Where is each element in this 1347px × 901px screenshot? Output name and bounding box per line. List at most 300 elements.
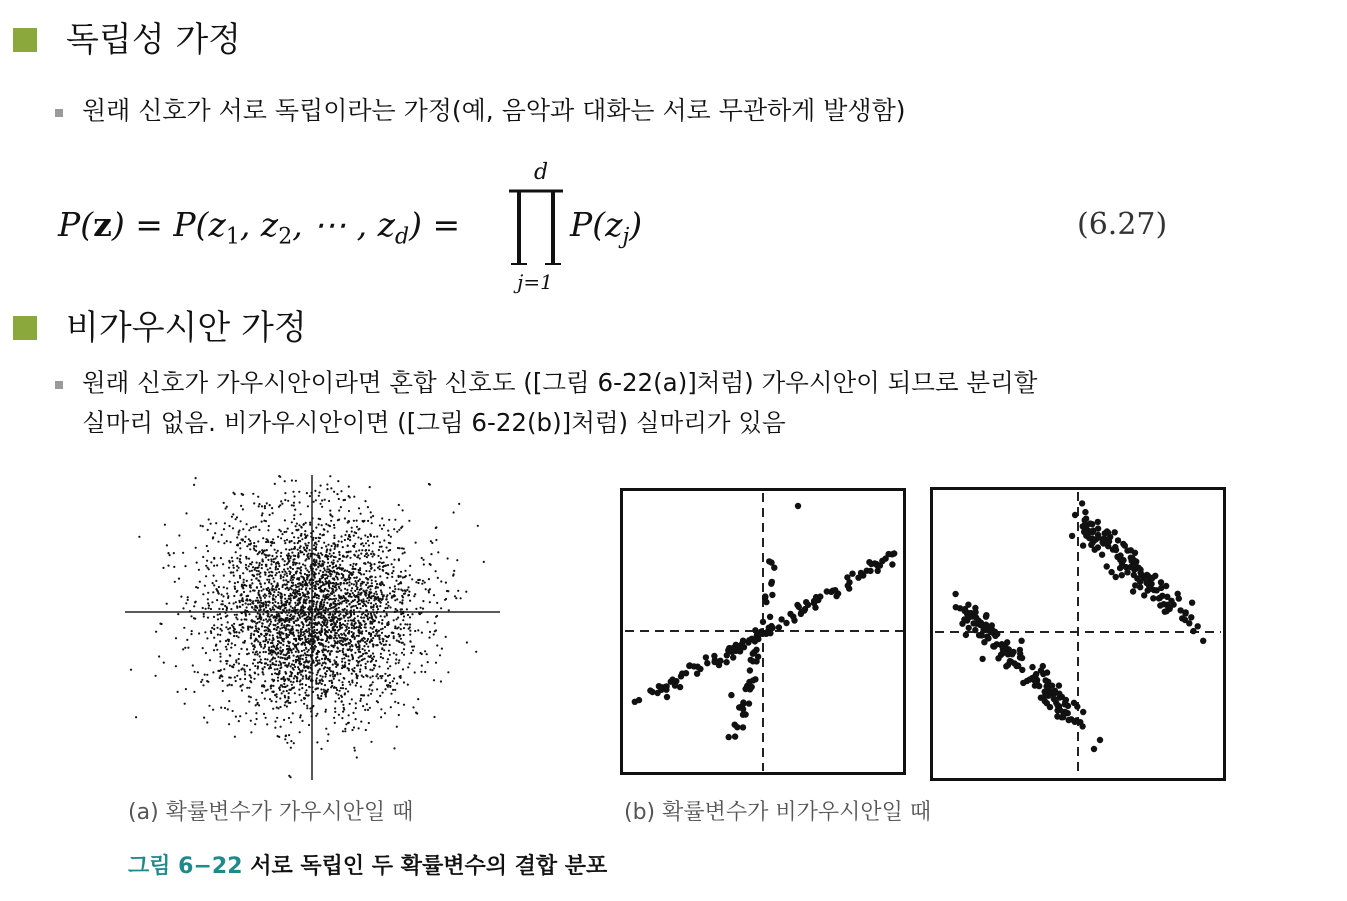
scatter-point	[350, 624, 352, 626]
scatter-point	[415, 608, 417, 610]
scatter-point	[300, 513, 302, 515]
scatter-point	[341, 644, 343, 646]
scatter-point	[391, 632, 393, 634]
scatter-point	[411, 646, 413, 648]
scatter-point	[315, 609, 317, 611]
scatter-point	[313, 501, 315, 503]
scatter-point	[367, 709, 369, 711]
equation-number: (6.27)	[1077, 207, 1168, 242]
scatter-point	[288, 692, 290, 694]
scatter-point	[333, 717, 335, 719]
scatter-point	[271, 640, 273, 642]
scatter-point	[374, 569, 376, 571]
scatter-point	[336, 545, 338, 547]
scatter-point	[200, 525, 202, 527]
scatter-point	[242, 508, 244, 510]
scatter-point	[396, 598, 398, 600]
scatter-point	[965, 602, 971, 608]
scatter-point	[252, 493, 254, 495]
scatter-point	[244, 671, 246, 673]
scatter-point	[305, 614, 307, 616]
scatter-point	[336, 672, 338, 674]
scatter-point	[396, 618, 398, 620]
scatter-point	[359, 651, 361, 653]
scatter-point	[726, 734, 732, 740]
scatter-point	[321, 575, 323, 577]
scatter-point	[342, 711, 344, 713]
scatter-point	[381, 619, 383, 621]
scatter-point	[352, 670, 354, 672]
scatter-point	[235, 659, 237, 661]
scatter-point	[264, 582, 266, 584]
scatter-point	[386, 546, 388, 548]
scatter-point	[275, 664, 277, 666]
scatter-point	[280, 575, 282, 577]
scatter-point	[252, 526, 254, 528]
scatter-point	[380, 656, 382, 658]
scatter-point	[276, 693, 278, 695]
scatter-point	[315, 688, 317, 690]
scatter-point	[369, 570, 371, 572]
scatter-point	[302, 658, 304, 660]
scatter-point	[301, 683, 303, 685]
scatter-point	[331, 598, 333, 600]
scatter-point	[283, 579, 285, 581]
scatter-point	[408, 594, 410, 596]
scatter-point	[267, 604, 269, 606]
scatter-point	[388, 605, 390, 607]
scatter-point	[280, 555, 282, 557]
scatter-point	[341, 717, 343, 719]
scatter-point	[362, 705, 364, 707]
scatter-point	[1091, 746, 1097, 752]
scatter-point	[337, 599, 339, 601]
scatter-point	[380, 615, 382, 617]
scatter-point	[277, 648, 279, 650]
scatter-point	[304, 606, 306, 608]
scatter-point	[303, 577, 305, 579]
scatter-point	[350, 609, 352, 611]
section-bullet-icon	[13, 316, 37, 340]
scatter-point	[277, 591, 279, 593]
scatter-point	[445, 636, 447, 638]
scatter-point	[413, 645, 415, 647]
scatter-point	[300, 635, 302, 637]
scatter-point	[207, 529, 209, 531]
scatter-point	[1073, 717, 1079, 723]
scatter-point	[324, 569, 326, 571]
scatter-point	[341, 577, 343, 579]
scatter-point	[311, 582, 313, 584]
scatter-point	[312, 600, 314, 602]
scatter-point	[254, 606, 256, 608]
scatter-point	[347, 551, 349, 553]
scatter-point	[271, 673, 273, 675]
scatter-point	[330, 607, 332, 609]
scatter-point	[290, 740, 292, 742]
scatter-point	[258, 590, 260, 592]
scatter-point	[348, 642, 350, 644]
scatter-point	[288, 621, 290, 623]
scatter-point	[218, 586, 220, 588]
scatter-point	[257, 612, 259, 614]
scatter-point	[365, 600, 367, 602]
scatter-point	[330, 631, 332, 633]
scatter-point	[320, 503, 322, 505]
scatter-point	[241, 689, 243, 691]
scatter-point	[1096, 534, 1102, 540]
scatter-point	[358, 631, 360, 633]
scatter-point	[376, 612, 378, 614]
scatter-point	[414, 630, 416, 632]
scatter-point	[352, 565, 354, 567]
scatter-point	[335, 584, 337, 586]
scatter-point	[1066, 717, 1072, 723]
scatter-point	[233, 664, 235, 666]
scatter-point	[284, 499, 286, 501]
scatter-point	[354, 590, 356, 592]
scatter-point	[220, 603, 222, 605]
scatter-point	[262, 537, 264, 539]
scatter-point	[326, 670, 328, 672]
scatter-point	[267, 630, 269, 632]
scatter-point	[409, 640, 411, 642]
scatter-point	[308, 686, 310, 688]
scatter-point	[314, 490, 316, 492]
scatter-point	[242, 494, 244, 496]
scatter-point	[380, 653, 382, 655]
scatter-point	[394, 519, 396, 521]
scatter-point	[342, 641, 344, 643]
scatter-point	[381, 593, 383, 595]
scatter-point	[1162, 609, 1168, 615]
scatter-point	[268, 638, 270, 640]
scatter-point	[398, 635, 400, 637]
scatter-point	[351, 644, 353, 646]
scatter-point	[325, 649, 327, 651]
scatter-point	[235, 616, 237, 618]
scatter-point	[288, 561, 290, 563]
scatter-point	[324, 711, 326, 713]
scatter-point	[1049, 683, 1055, 689]
scatter-point	[262, 640, 264, 642]
scatter-point	[210, 632, 212, 634]
scatter-point	[381, 648, 383, 650]
scatter-point	[349, 646, 351, 648]
scatter-point	[339, 558, 341, 560]
scatter-point	[371, 595, 373, 597]
scatter-point	[218, 608, 220, 610]
scatter-point	[226, 506, 228, 508]
scatter-point	[368, 544, 370, 546]
scatter-point	[255, 699, 257, 701]
scatter-point	[269, 504, 271, 506]
scatter-point	[204, 674, 206, 676]
scatter-point	[239, 575, 241, 577]
scatter-point	[288, 602, 290, 604]
scatter-point	[369, 597, 371, 599]
scatter-point	[264, 666, 266, 668]
scatter-point	[231, 684, 233, 686]
scatter-point	[262, 613, 264, 615]
scatter-point	[225, 640, 227, 642]
scatter-point	[330, 686, 332, 688]
scatter-point	[294, 675, 296, 677]
scatter-point	[290, 579, 292, 581]
scatter-point	[408, 591, 410, 593]
scatter-point	[303, 664, 305, 666]
scatter-point	[258, 621, 260, 623]
scatter-point	[325, 609, 327, 611]
scatter-point	[319, 679, 321, 681]
scatter-point	[265, 601, 267, 603]
scatter-point	[297, 650, 299, 652]
scatter-point	[324, 676, 326, 678]
scatter-point	[386, 622, 388, 624]
scatter-point	[344, 588, 346, 590]
scatter-point	[394, 585, 396, 587]
scatter-point	[334, 663, 336, 665]
scatter-point	[413, 595, 415, 597]
scatter-point	[281, 624, 283, 626]
scatter-point	[330, 573, 332, 575]
scatter-point	[334, 632, 336, 634]
scatter-point	[303, 523, 305, 525]
scatter-point	[297, 673, 299, 675]
scatter-point	[379, 541, 381, 543]
scatter-point	[387, 601, 389, 603]
scatter-point	[312, 579, 314, 581]
scatter-point	[398, 504, 400, 506]
scatter-point	[208, 518, 210, 520]
scatter-point	[236, 544, 238, 546]
scatter-point	[280, 653, 282, 655]
scatter-point	[344, 615, 346, 617]
scatter-point	[213, 649, 215, 651]
scatter-point	[302, 563, 304, 565]
scatter-point	[316, 624, 318, 626]
scatter-point	[248, 695, 250, 697]
scatter-point	[400, 628, 402, 630]
scatter-point	[298, 625, 300, 627]
scatter-point	[253, 549, 255, 551]
scatter-point	[330, 487, 332, 489]
scatter-point	[234, 736, 236, 738]
scatter-point	[346, 609, 348, 611]
scatter-point	[278, 571, 280, 573]
scatter-point	[309, 622, 311, 624]
scatter-point	[330, 520, 332, 522]
scatter-point	[398, 529, 400, 531]
scatter-point	[1189, 600, 1195, 606]
scatter-point	[238, 600, 240, 602]
scatter-point	[367, 554, 369, 556]
scatter-point	[317, 563, 319, 565]
scatter-point	[205, 608, 207, 610]
scatter-point	[297, 617, 299, 619]
scatter-point	[334, 675, 336, 677]
scatter-point	[325, 640, 327, 642]
scatter-point	[271, 679, 273, 681]
scatter-point	[333, 562, 335, 564]
scatter-point	[381, 632, 383, 634]
scatter-point	[272, 588, 274, 590]
scatter-point	[318, 495, 320, 497]
scatter-point	[393, 566, 395, 568]
scatter-point	[357, 649, 359, 651]
scatter-point	[391, 597, 393, 599]
scatter-point	[236, 618, 238, 620]
scatter-point	[330, 604, 332, 606]
scatter-point	[302, 623, 304, 625]
scatter-point	[426, 653, 428, 655]
scatter-point	[844, 574, 850, 580]
scatter-point	[280, 595, 282, 597]
scatter-point	[378, 637, 380, 639]
scatter-point	[236, 565, 238, 567]
scatter-point	[365, 549, 367, 551]
scatter-point	[259, 562, 261, 564]
scatter-point	[268, 625, 270, 627]
scatter-point	[429, 588, 431, 590]
scatter-point	[255, 616, 257, 618]
scatter-point	[291, 651, 293, 653]
scatter-point	[963, 632, 969, 638]
scatter-point	[359, 668, 361, 670]
scatter-point	[288, 609, 290, 611]
scatter-point	[361, 542, 363, 544]
scatter-point	[287, 629, 289, 631]
scatter-point	[277, 602, 279, 604]
scatter-point	[164, 524, 166, 526]
scatter-point	[262, 673, 264, 675]
scatter-point	[457, 590, 459, 592]
scatter-point	[1054, 713, 1060, 719]
scatter-point	[433, 633, 435, 635]
scatter-point	[361, 613, 363, 615]
scatter-point	[315, 499, 317, 501]
scatter-point	[1134, 575, 1140, 581]
scatter-point	[394, 701, 396, 703]
scatter-point	[372, 675, 374, 677]
scatter-point	[371, 618, 373, 620]
scatter-point	[382, 628, 384, 630]
scatter-point	[282, 638, 284, 640]
scatter-point	[249, 540, 251, 542]
scatter-point	[238, 632, 240, 634]
scatter-point	[404, 570, 406, 572]
scatter-point	[349, 595, 351, 597]
scatter-point	[335, 586, 337, 588]
scatter-point	[342, 637, 344, 639]
scatter-point	[332, 567, 334, 569]
scatter-point	[323, 567, 325, 569]
scatter-point	[1072, 512, 1078, 518]
scatter-point	[359, 623, 361, 625]
scatter-point	[297, 629, 299, 631]
scatter-point	[239, 685, 241, 687]
scatter-point	[256, 718, 258, 720]
scatter-point	[239, 577, 241, 579]
scatter-point	[454, 595, 456, 597]
scatter-point	[327, 658, 329, 660]
scatter-point	[135, 716, 137, 718]
scatter-point	[254, 621, 256, 623]
scatter-point	[257, 627, 259, 629]
scatter-point	[421, 557, 423, 559]
scatter-point	[407, 614, 409, 616]
scatter-point	[281, 503, 283, 505]
scatter-point	[329, 570, 331, 572]
scatter-point	[363, 591, 365, 593]
scatter-point	[265, 588, 267, 590]
scatter-point	[327, 733, 329, 735]
scatter-point	[632, 699, 638, 705]
scatter-point	[330, 670, 332, 672]
scatter-point	[341, 568, 343, 570]
scatter-point	[340, 589, 342, 591]
scatter-point	[337, 611, 339, 613]
scatter-point	[402, 599, 404, 601]
scatter-point	[254, 672, 256, 674]
scatter-point	[1056, 691, 1062, 697]
scatter-point	[269, 634, 271, 636]
scatter-point	[280, 599, 282, 601]
scatter-point	[166, 603, 168, 605]
scatter-point	[752, 676, 758, 682]
scatter-point	[365, 667, 367, 669]
scatter-point	[240, 648, 242, 650]
scatter-point	[138, 536, 140, 538]
scatter-point	[359, 567, 361, 569]
scatter-point	[339, 640, 341, 642]
scatter-point	[983, 612, 989, 618]
scatter-point	[345, 612, 347, 614]
scatter-point	[377, 635, 379, 637]
scatter-point	[422, 600, 424, 602]
scatter-point	[1090, 529, 1096, 535]
scatter-point	[377, 555, 379, 557]
scatter-point	[436, 615, 438, 617]
scatter-point	[224, 605, 226, 607]
scatter-point	[309, 641, 311, 643]
scatter-point	[414, 593, 416, 595]
scatter-point	[344, 728, 346, 730]
scatter-point	[231, 624, 233, 626]
scatter-point	[257, 540, 259, 542]
scatter-point	[407, 666, 409, 668]
scatter-point	[259, 655, 261, 657]
scatter-point	[409, 623, 411, 625]
scatter-point	[284, 662, 286, 664]
scatter-point	[240, 619, 242, 621]
scatter-point	[348, 535, 350, 537]
scatter-point	[339, 613, 341, 615]
scatter-point	[290, 595, 292, 597]
scatter-point	[256, 562, 258, 564]
scatter-point	[360, 694, 362, 696]
scatter-point	[285, 686, 287, 688]
scatter-point	[1095, 525, 1101, 531]
scatter-point	[283, 683, 285, 685]
scatter-point	[370, 607, 372, 609]
scatter-point	[352, 712, 354, 714]
scatter-point	[255, 639, 257, 641]
scatter-point	[300, 596, 302, 598]
scatter-point	[229, 581, 231, 583]
scatter-point	[421, 583, 423, 585]
scatter-point	[348, 714, 350, 716]
